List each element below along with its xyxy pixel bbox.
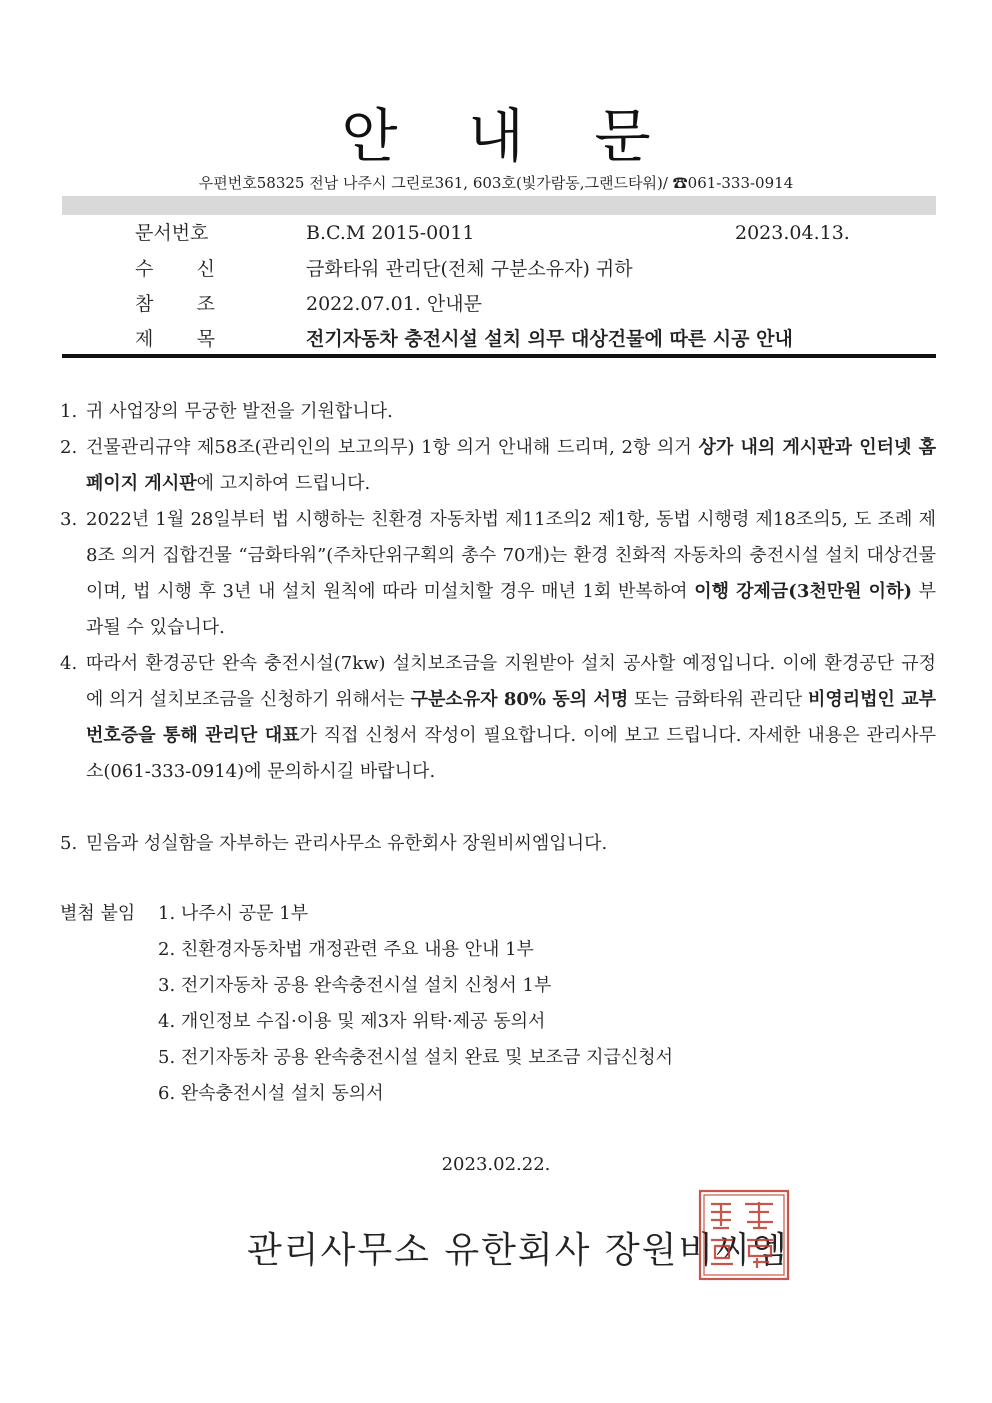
subject-label-char: 제	[135, 328, 154, 350]
doc-date: 2023.04.13.	[735, 222, 850, 244]
address-line: 우편번호58325 전남 나주시 그린로361, 603호(빛가람동,그랜드타워)/ ☎061-333-0914	[198, 174, 794, 192]
item-number: 1.	[60, 401, 78, 422]
item-text-segment: 2022년 1월 28일부터 법 시행하는 친환경 자동차법 제11조의2 제1항, 동법 시행령 제18조의5, 도 조례 제8조 의거 집합건물 “금화타워”(주차단위구획의 총수 70개)는 환경 친화적 자동차의 충전시설 설치 대상건물이며, 법 시행 후 3년 내 설치 원칙에 따라 미설치할 경우 매년 1회 반복하여	[86, 509, 936, 602]
item-text-segment: 가 직접 신청서 작성이 필요합니다. 이에 보고 드립니다. 자세한 내용은 관리사무소(061-333-0914)에 문의하시길 바랍니다.	[86, 725, 936, 782]
item-text-emphasis: 비영리법인 교부번호증을 통해 관리단 대표	[86, 689, 936, 746]
body-item	[60, 430, 936, 502]
item-text-emphasis: 이행 강제금(3천만원 이하)	[694, 581, 912, 602]
subject-label-char: 목	[196, 328, 215, 350]
header-gray-bar	[62, 196, 936, 215]
subject-row	[0, 324, 992, 354]
item-text-segment: 귀 사업장의 무궁한 발전을 기원합니다.	[86, 401, 393, 422]
body-item	[60, 394, 936, 430]
recipient-value: 금화타워 관리단(전체 구분소유자) 귀하	[306, 258, 633, 280]
recipient-label-char: 신	[196, 258, 215, 280]
reference-row	[0, 289, 992, 319]
recipient-label-char: 수	[135, 258, 154, 280]
attachment-item: 6. 완속충전시설 설치 동의서	[158, 1083, 384, 1104]
attachment-item: 2. 친환경자동차법 개정관련 주요 내용 안내 1부	[158, 939, 534, 960]
company-seal-icon	[697, 1188, 791, 1282]
item-text-segment: 에 고지하여 드립니다.	[196, 473, 371, 494]
attachment-item: 4. 개인정보 수집·이용 및 제3자 위탁·제공 동의서	[158, 1011, 546, 1032]
attachment-item: 5. 전기자동차 공용 완속충전시설 설치 완료 및 보조금 지급신청서	[158, 1047, 674, 1068]
item-number: 2.	[60, 437, 78, 458]
item-text	[86, 646, 936, 790]
item-text-segment: 또는 금화타워 관리단	[628, 689, 808, 710]
reference-label-char: 조	[196, 293, 215, 315]
item-number: 5.	[60, 833, 78, 854]
reference-label-char: 참	[135, 293, 154, 315]
body-item	[60, 826, 936, 862]
recipient-row	[0, 254, 992, 284]
recipient-label	[135, 254, 215, 284]
item-text-emphasis: 구분소유자 80% 동의 서명	[410, 689, 629, 710]
item-text-segment: 부과될 수 있습니다.	[86, 581, 936, 638]
body-item	[60, 646, 936, 790]
body-item	[60, 502, 936, 646]
item-text-segment: 건물관리규약 제58조(관리인의 보고의무) 1항 의거 안내해 드리며, 2항 의거	[86, 437, 699, 458]
attachment-item: 3. 전기자동차 공용 완속충전시설 설치 신청서 1부	[158, 975, 552, 996]
item-number: 4.	[60, 653, 78, 674]
reference-label	[135, 289, 215, 319]
doc-number-value: B.C.M 2015-0011	[306, 222, 475, 244]
doc-number-label: 문서번호	[135, 222, 209, 244]
doc-number-row	[0, 218, 992, 248]
item-number: 3.	[60, 509, 78, 530]
subject-value: 전기자동차 충전시설 설치 의무 대상건물에 따른 시공 안내	[306, 328, 793, 350]
signature-company: 관리사무소 유한회사 장원비씨엠	[247, 1230, 789, 1271]
reference-value: 2022.07.01. 안내문	[306, 293, 482, 315]
item-text-segment: 따라서 환경공단 완속 충전시설(7kw) 설치보조금을 지원받아 설치 공사할 예정입니다. 이에 환경공단 규정에 의거 설치보조금을 신청하기 위해서는	[86, 653, 936, 710]
subject-label	[135, 324, 215, 354]
item-text	[86, 826, 936, 862]
document-title: 안 내 문	[341, 102, 677, 170]
attachment-item: 1. 나주시 공문 1부	[158, 903, 309, 924]
header-divider	[62, 354, 936, 358]
item-text	[86, 502, 936, 646]
item-text	[86, 430, 936, 502]
item-text	[86, 394, 936, 430]
attachments-label: 별첨 붙임	[60, 903, 136, 924]
issue-date: 2023.02.22.	[441, 1154, 551, 1175]
item-text-emphasis: 상가 내의 게시판과 인터넷 홈페이지 게시판	[86, 437, 936, 494]
item-text-segment: 믿음과 성실함을 자부하는 관리사무소 유한회사 장원비씨엠입니다.	[86, 833, 608, 854]
